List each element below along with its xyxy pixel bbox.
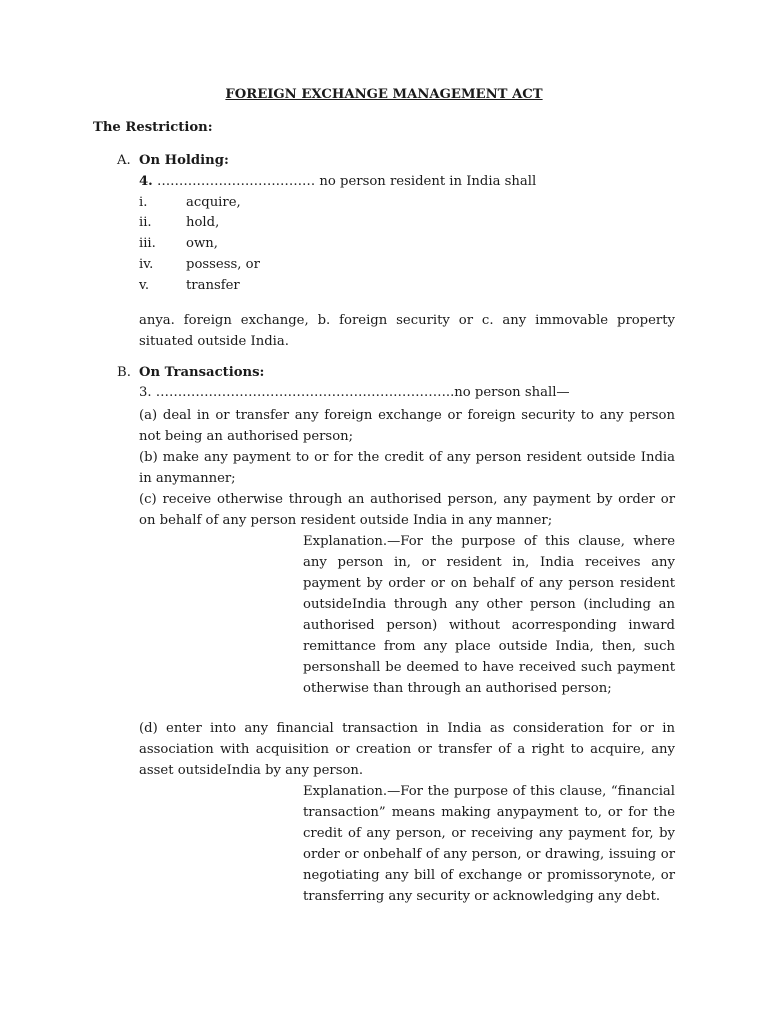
explanation-c: Explanation.—For the purpose of this clause, where any person in, or resident in, India receives any payment by order or on behalf of any person resident outsideIndia through any other person (including an authorised person) without acorresponding inward remittance from any place outside India, then, such personshall be deemed to have received such payment otherwise than through an authorised person; — [303, 534, 675, 696]
clause-b-d: (d) enter into any financial transaction in India as consideration for or in association with acquisition or creation or transfer of a right to acquire, any asset outsideIndia by any person. — [139, 721, 675, 778]
clause-b-b: (b) make any payment to or for the credit of any person resident outside India in anymanner; — [139, 450, 675, 486]
list-item-number: v. — [139, 278, 150, 293]
document-title: FOREIGN EXCHANGE MANAGEMENT ACT — [225, 87, 543, 102]
list-item-text: own, — [186, 236, 218, 251]
list-item-number: ii. — [139, 215, 152, 230]
clause-text: ……………………………… no person resident in India shall — [152, 174, 537, 189]
list-item-text: possess, or — [186, 257, 260, 272]
section-b-letter: B. — [117, 365, 131, 380]
explanation-d: Explanation.—For the purpose of this clause, “financial transaction” means making anypayment to, or for the credit of any person, or receiving any payment for, by order or onbehalf of any person, or drawing, issuing or negotiating any bill of exchange or promissorynote, or transferring any security or acknowledging any debt. — [303, 784, 675, 904]
clause-b-c: (c) receive otherwise through an authorised person, any payment by order or on behalf of any person resident outside India in any manner; — [139, 492, 675, 528]
section-a-letter: A. — [117, 153, 131, 168]
list-item-number: iii. — [139, 236, 156, 251]
section-a-objects: anya. foreign exchange, b. foreign security or c. any immovable property situated outside India. — [139, 313, 675, 349]
restriction-heading: The Restriction: — [93, 120, 213, 135]
section-a-heading: On Holding: — [139, 153, 229, 168]
section-b-heading: On Transactions: — [139, 365, 265, 380]
list-item-number: iv. — [139, 257, 154, 272]
list-item-text: acquire, — [186, 195, 241, 210]
section-a-clause — [139, 174, 536, 189]
list-item-text: hold, — [186, 215, 220, 230]
clause-number: 4. — [139, 174, 153, 189]
clause-b-a: (a) deal in or transfer any foreign exchange or foreign security to any person not being an authorised person; — [139, 408, 675, 444]
list-item-number: i. — [139, 195, 148, 210]
list-item-text: transfer — [186, 278, 240, 293]
section-b-clause: 3. …………………………………………………………..no person shall— — [139, 385, 570, 400]
